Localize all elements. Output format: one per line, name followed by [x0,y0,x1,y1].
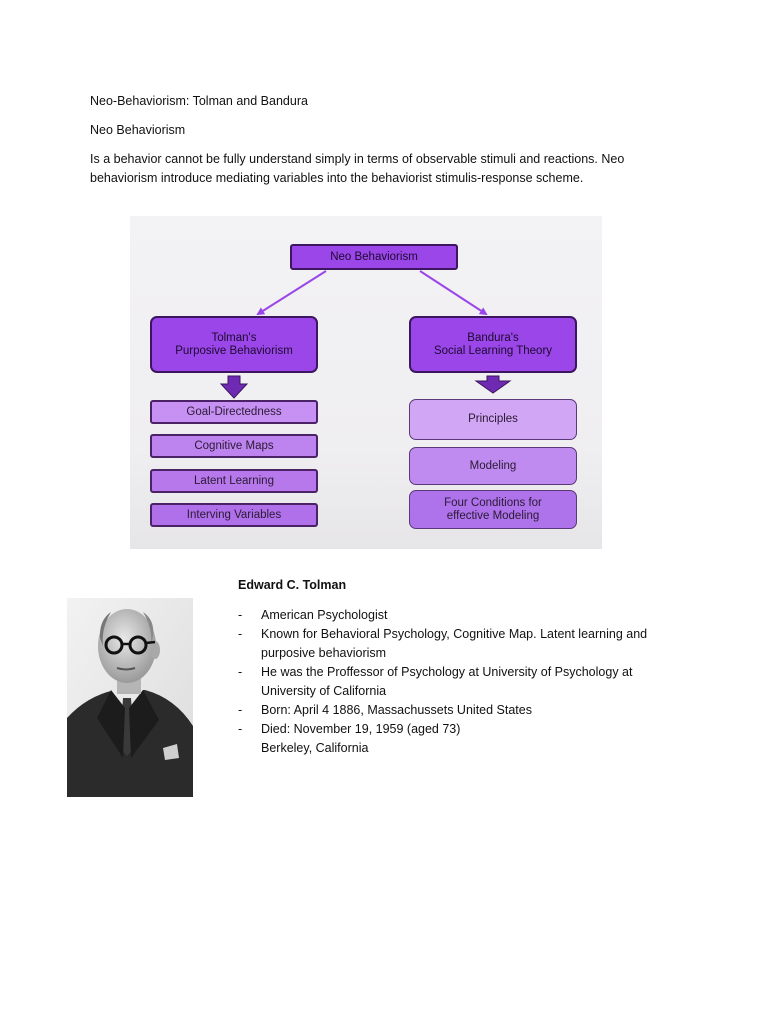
bandura-node [409,316,577,373]
bullet-dash: - [238,703,243,717]
latent-learning-node: Latent Learning [150,469,318,493]
down-arrow-left-icon [221,376,247,398]
bandura-node-line1: Bandura's [467,331,519,344]
four-conditions-node [409,490,577,529]
list-item-text: Died: November 19, 1959 (aged 73) [261,722,461,736]
list-item-text: Known for Behavioral Psychology, Cognitive Map. Latent learning and purposive behaviorism [261,627,648,660]
list-item-text: Born: April 4 1886, Massachussets United States [261,703,532,717]
arrow-to-bandura [420,271,486,314]
bullet-dash: - [238,608,243,622]
cognitive-maps-node: Cognitive Maps [150,434,318,458]
arrow-to-tolman [258,271,326,314]
list-item-continuation [238,739,681,758]
tolman-node [150,316,318,373]
four-conditions-line1: Four Conditions for [444,496,542,509]
modeling-node: Modeling [409,447,577,485]
goal-directedness-node: Goal-Directedness [150,400,318,424]
list-item-text: Berkeley, California [261,741,369,755]
list-item [238,720,681,739]
tolman-portrait [67,598,193,797]
principles-node: Principles [409,399,577,440]
bandura-node-line2: Social Learning Theory [433,344,553,357]
bio-list [238,606,681,758]
list-item [238,701,681,720]
section-heading: Neo Behaviorism [90,123,186,137]
bio-name: Edward C. Tolman [238,578,347,592]
list-item [238,606,681,625]
bullet-dash: - [238,722,243,736]
list-item [238,663,661,701]
neo-behaviorism-diagram [130,216,602,549]
list-item [238,625,661,663]
bullet-dash: - [238,665,243,679]
tolman-node-line2: Purposive Behaviorism [175,344,293,357]
list-item-text: He was the Proffessor of Psychology at University of Psychology at University of California [261,665,633,698]
root-node: Neo Behaviorism [290,244,458,270]
intro-paragraph: Is a behavior cannot be fully understand simply in terms of observable stimuli and reactions. Neo behaviorism introduce mediating variables into the behaviorist stimulis-response scheme. [90,152,625,185]
tolman-node-line1: Tolman's [211,331,257,344]
interving-variables-node: Interving Variables [150,503,318,527]
down-arrow-right-icon [476,376,510,393]
document-title: Neo-Behaviorism: Tolman and Bandura [90,94,308,108]
bullet-dash: - [238,627,243,641]
four-conditions-line2: effective Modeling [446,509,540,522]
list-item-text: American Psychologist [261,608,388,622]
